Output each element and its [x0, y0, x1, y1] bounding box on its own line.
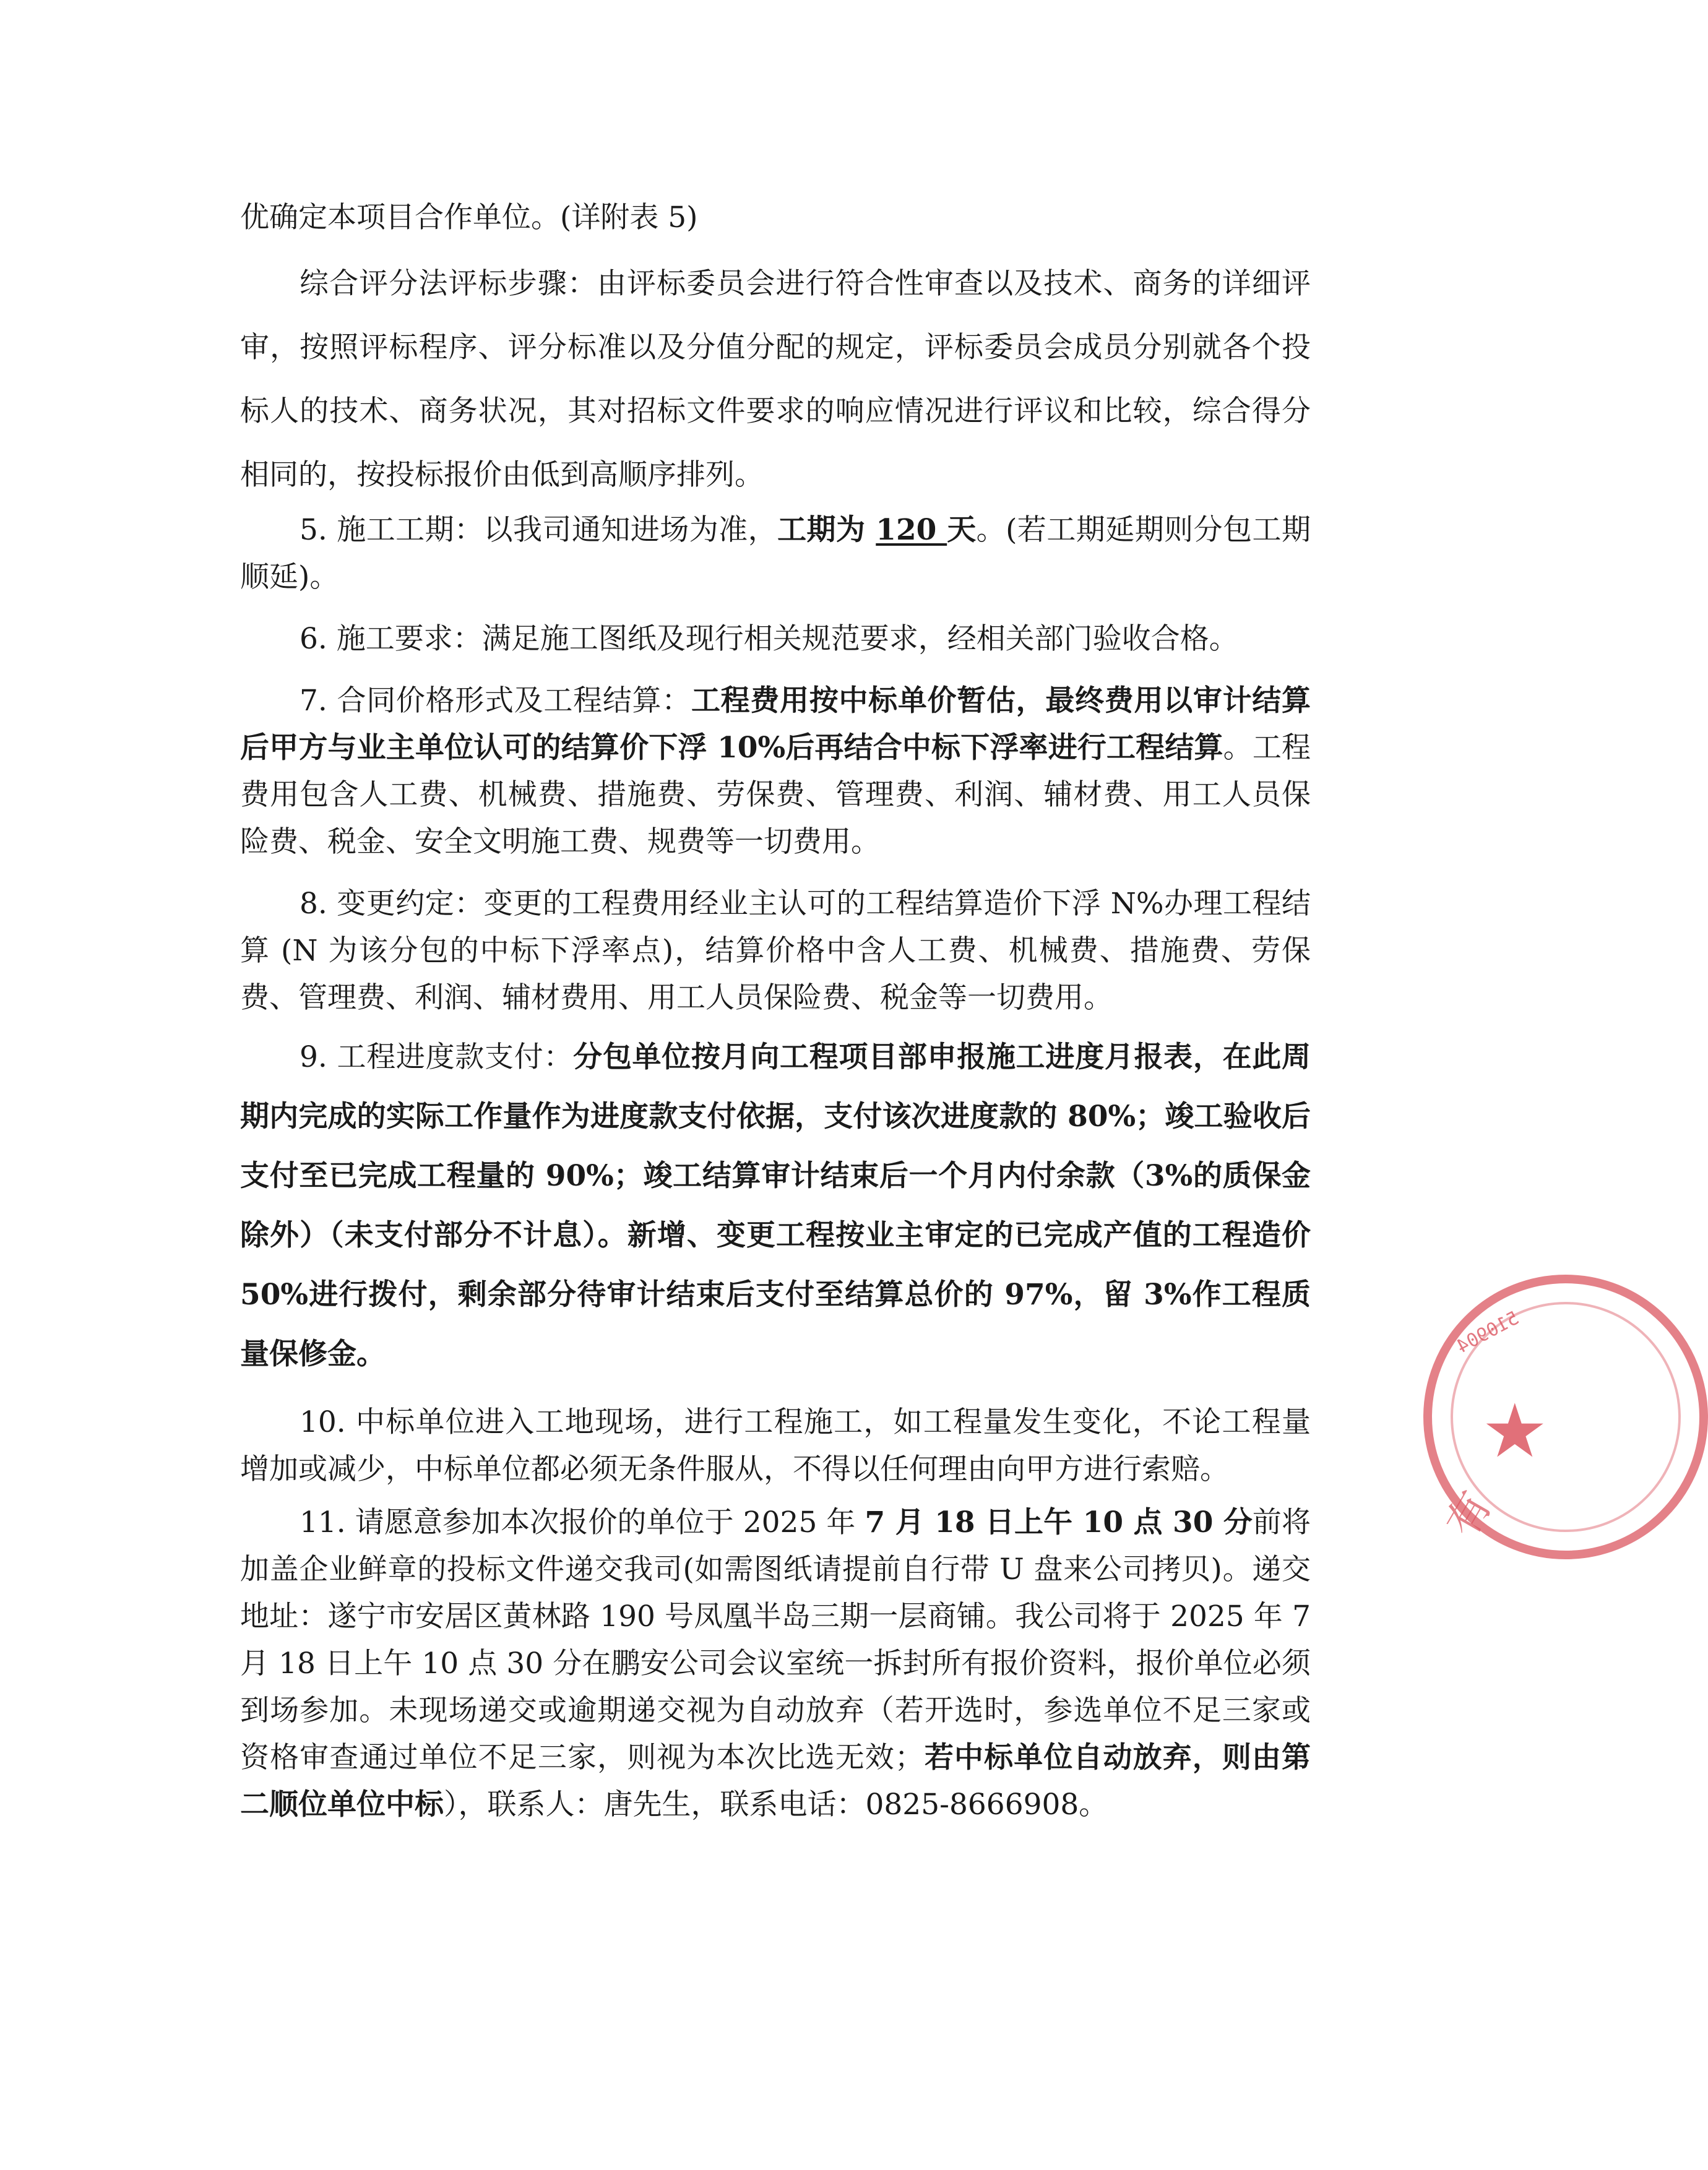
paragraph-change-agreement — [240, 880, 1311, 1022]
paragraph-construction-requirements — [240, 616, 1311, 663]
bold-text: 天 — [947, 513, 977, 547]
seal-character: 有 — [1436, 1483, 1502, 1546]
paragraph-progress-payment — [240, 1028, 1311, 1384]
paragraph-text: 5. 施工工期：以我司通知进场为准， — [300, 513, 778, 547]
seal-star-icon: ★ — [1482, 1389, 1548, 1475]
paragraph-text: 。工程费用包含人工费、机械费、措施费、劳保费、管理费、利润、辅材费、用工人员保险费、税金、安全文明施工费、规费等一切费用。 — [240, 731, 1311, 859]
paragraph-contract-price — [240, 678, 1311, 866]
paragraph-text: ），联系人：唐先生，联系电话：0825-8666908。 — [444, 1788, 1108, 1822]
company-seal — [1423, 1275, 1708, 1559]
paragraph-text: 8. 变更约定：变更的工程费用经业主认可的工程结算造价下浮 N%办理工程结算 (N 为该分包的中标下浮率点)，结算价格中含人工费、机械费、措施费、劳保费、管理费、利润、辅材费用、用工人员保险费、税金等一切费用。 — [240, 887, 1311, 1015]
document-body — [240, 186, 1311, 1828]
paragraph-text: 优确定本项目合作单位。(详附表 5) — [240, 200, 698, 235]
seal-code: 510904 — [1453, 1307, 1523, 1358]
bold-text: 若中标单位自动放弃，则由第二顺位单位中标 — [240, 1741, 1311, 1822]
paragraph-text: 10. 中标单位进入工地现场，进行工程施工，如工程量发生变化，不论工程量增加或减少，中标单位都必须无条件服从，不得以任何理由向甲方进行索赔。 — [240, 1405, 1311, 1486]
bold-text: 工程费用按中标单价暂估，最终费用以审计结算后甲方与业主单位认可的结算价下浮 10%后再结合中标下浮率进行工程结算 — [240, 684, 1311, 765]
paragraph-text: 11. 请愿意参加本次报价的单位于 2025 年 — [300, 1505, 865, 1539]
paragraph-text: 6. 施工要求：满足施工图纸及现行相关规范要求，经相关部门验收合格。 — [300, 622, 1238, 656]
paragraph-continuation — [240, 186, 1311, 249]
paragraph-site-entry — [240, 1399, 1311, 1493]
paragraph-bid-submission — [240, 1499, 1311, 1828]
paragraph-text: 综合评分法评标步骤：由评标委员会进行符合性审查以及技术、商务的详细评审，按照评标程序、评分标准以及分值分配的规定，评标委员会成员分别就各个投标人的技术、商务状况，其对招标文件要求的响应情况进行评议和比较，综合得分相同的，按投标报价由低到高顺序排列。 — [240, 267, 1311, 492]
paragraph-text: 前将加盖企业鲜章的投标文件递交我司(如需图纸请提前自行带 U 盘来公司拷贝)。递交地址：遂宁市安居区黄林路 190 号凤凰半岛三期一层商铺。我公司将于 2025 年 7 月 18 日上午 10 点 30 分在鹏安公司会议室统一拆封所有报价资料，报价单位必须到场参加。未现场递交或逾期递交视为自动放弃（若开选时，参选单位不足三家或资格审查通过单位不足三家，则视为本次比选无效； — [240, 1505, 1311, 1775]
paragraph-scoring-steps — [240, 252, 1311, 507]
paragraph-text: 9. 工程进度款支付： — [300, 1040, 574, 1074]
paragraph-text: 。(若工期延期则分包工期顺延)。 — [240, 513, 1311, 594]
paragraph-construction-period — [240, 507, 1311, 601]
paragraph-text: 7. 合同价格形式及工程结算： — [300, 684, 691, 718]
bold-text: 分包单位按月向工程项目部申报施工进度月报表，在此周期内完成的实际工作量作为进度款支付依据，支付该次进度款的 80%；竣工验收后支付至已完成工程量的 90%；竣工结算审计结束后一个月内付余款（3%的质保金除外）（未支付部分不计息）。新增、变更工程按业主审定的已完成产值的工程造价 50%进行拨付，剩余部分待审计结束后支付至结算总价的 97%，留 3%作工程质量保修金。 — [240, 1040, 1311, 1371]
bold-text: 工期为 — [777, 513, 876, 547]
bold-text: 7 月 18 日上午 10 点 30 分 — [865, 1505, 1253, 1539]
underlined-days: 120 — [876, 513, 947, 547]
